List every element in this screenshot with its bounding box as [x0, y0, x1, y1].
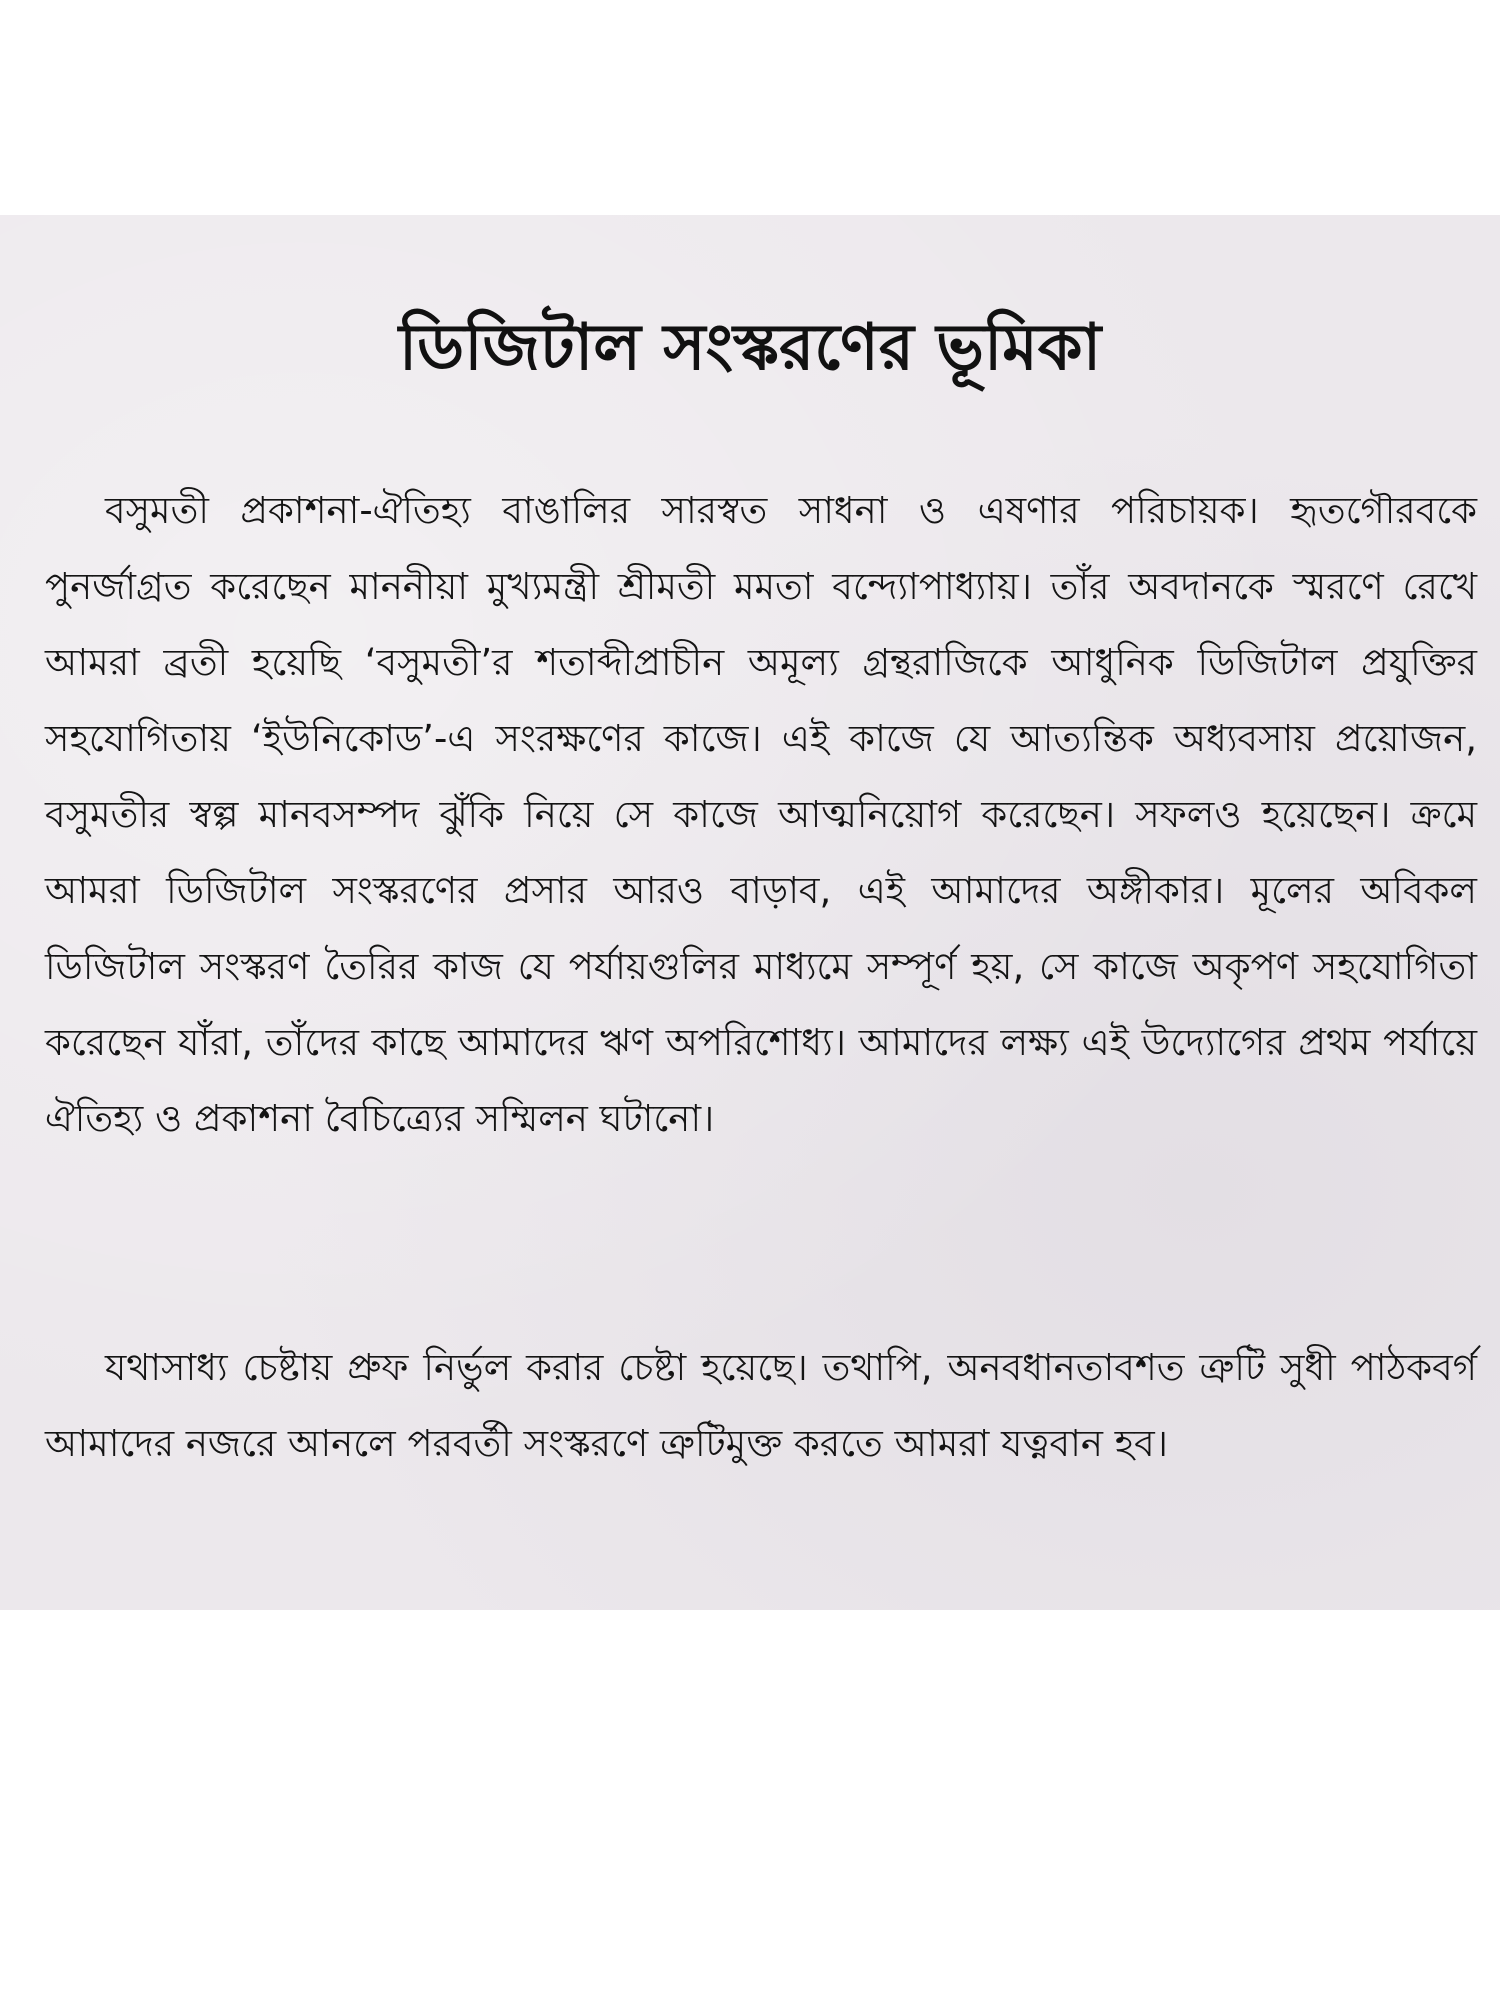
page-title: ডিজিটাল সংস্করণের ভূমিকা [398, 311, 1102, 385]
body-paragraph-1: বসুমতী প্রকাশনা-ঐতিহ্য বাঙালির সারস্বত সাধনা ও এষণার পরিচায়ক। হৃতগৌরবকে পুনর্জাগ্রত করেছেন মাননীয়া মুখ্যমন্ত্রী শ্রীমতী মমতা বন্দ্যোপাধ্যায়। তাঁর অবদানকে স্মরণে রেখে আমরা ব্রতী হয়েছি ‘বসুমতী’র শতাব্দীপ্রাচীন অমূল্য গ্রন্থরাজিকে আধুনিক ডিজিটাল প্রযুক্তির সহযোগিতায় ‘ইউনিকোড’-এ সংরক্ষণের কাজে। এই কাজে যে আত্যন্তিক অধ্যবসায় প্রয়োজন, বসুমতীর স্বল্প মানবসম্পদ ঝুঁকি নিয়ে সে কাজে আত্মনিয়োগ করেছেন। সফলও হয়েছেন। ক্রমে আমরা ডিজিটাল সংস্করণের প্রসার আরও বাড়াব, এই আমাদের অঙ্গীকার। মূলের অবিকল ডিজিটাল সংস্করণ তৈরির কাজ যে পর্যায়গুলির মাধ্যমে সম্পূর্ণ হয়, সে কাজে অকৃপণ সহযোগিতা করেছেন যাঁরা, তাঁদের কাছে আমাদের ঋণ অপরিশোধ্য। আমাদের লক্ষ্য এই উদ্যোগের প্রথম পর্যায়ে ঐতিহ্য ও প্রকাশনা বৈচিত্র্যের সম্মিলন ঘটানো। [45, 489, 1477, 1140]
body-paragraph-2: যথাসাধ্য চেষ্টায় প্রুফ নির্ভুল করার চেষ্টা হয়েছে। তথাপি, অনবধানতাবশত ত্রুটি সুধী পাঠকবর্গ আমাদের নজরে আনলে পরবর্তী সংস্করণে ত্রুটিমুক্ত করতে আমরা যত্নবান হব। [45, 1346, 1477, 1465]
scanned-page [0, 215, 1500, 1610]
